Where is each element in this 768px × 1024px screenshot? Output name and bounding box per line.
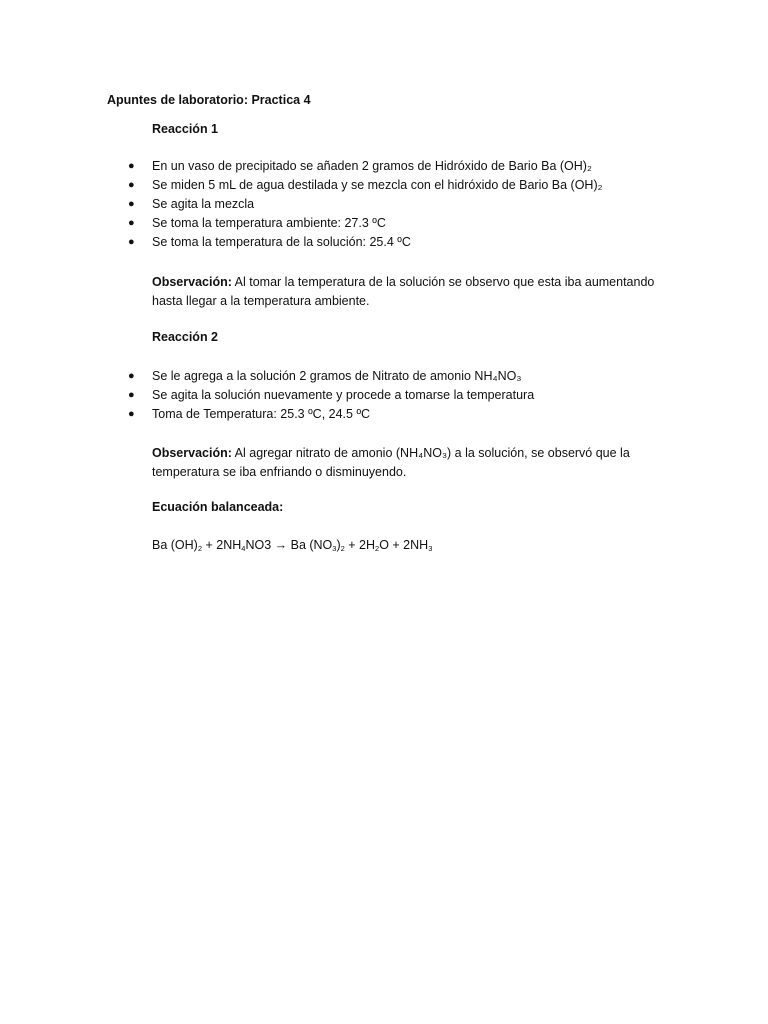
equation-part: O + 2NH [379,538,429,552]
equation-subscript: 2 [375,544,380,553]
equation-part: ) [336,538,341,552]
list-item-text: Se toma la temperatura de la solución: 25.4 ºC [152,235,411,249]
bullet-icon: ● [128,217,135,229]
equation-part: Ba (OH) [152,538,198,552]
bullet-icon: ● [128,389,135,401]
bullet-icon: ● [128,160,135,172]
equation-subscript: 3 [428,544,433,553]
observacion-text: Al agregar nitrato de amonio (NH₄NO₃) a la solución, se observó que la temperatura se iba enfriando o disminuyendo. [152,446,630,479]
document-title: Apuntes de laboratorio: Practica 4 [107,93,311,107]
observacion-text: Al tomar la temperatura de la solución se observo que esta iba aumentando hasta llegar a la temperatura ambiente. [152,275,655,308]
reaccion-1-observacion [152,273,672,311]
bullet-icon: ● [128,370,135,382]
reaccion-1-heading: Reacción 1 [152,122,219,136]
bullet-icon: ● [128,198,135,210]
equation-subscript: 4 [241,544,246,553]
observacion-label: Observación: [152,446,232,460]
equation-subscript: 2 [340,544,345,553]
equation-part: NO3 → Ba (NO [245,538,333,552]
list-item-text: Se miden 5 mL de agua destilada y se mezcla con el hidróxido de Bario Ba (OH)₂ [152,178,603,192]
bullet-icon: ● [128,179,135,191]
equation-subscript: 2 [197,544,203,553]
list-item-text: Se agita la mezcla [152,197,255,211]
list-item-text: Se le agrega a la solución 2 gramos de Nitrato de amonio NH₄NO₃ [152,369,522,383]
bullet-icon: ● [128,236,135,248]
equation-part: + 2NH [202,538,242,552]
balanced-equation [152,538,432,553]
bullet-icon: ● [128,408,135,420]
list-item-text: Se agita la solución nuevamente y procede a tomarse la temperatura [152,388,535,402]
equation-subscript: 3 [332,544,337,553]
ecuacion-heading: Ecuación balanceada: [152,500,284,514]
list-item-text: Se toma la temperatura ambiente: 27.3 ºC [152,216,386,230]
list-item-text: En un vaso de precipitado se añaden 2 gramos de Hidróxido de Bario Ba (OH)₂ [152,159,592,173]
reaccion-2-observacion [152,444,672,482]
list-item-text: Toma de Temperatura: 25.3 ºC, 24.5 ºC [152,407,371,421]
reaccion-2-heading: Reacción 2 [152,330,219,344]
equation-part: + 2H [344,538,376,552]
observacion-label: Observación: [152,275,232,289]
